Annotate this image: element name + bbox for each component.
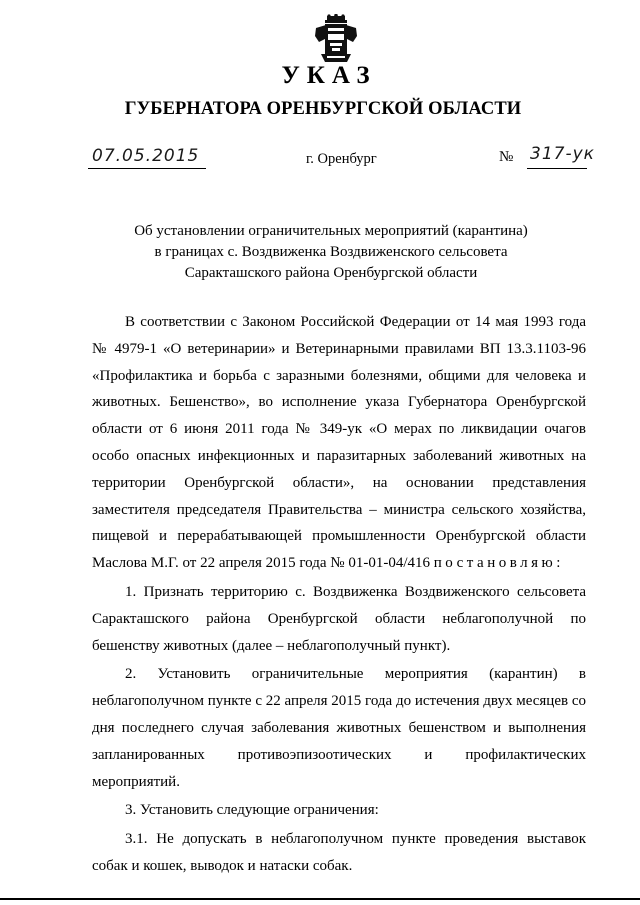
heading-line: в границах с. Воздвиженка Воздвиженского сельсовета xyxy=(154,244,508,260)
document-heading xyxy=(0,221,640,284)
preamble-text: В соответствии с Законом Российской Федерации от 14 мая 1993 года № 4979-1 «О ветеринарии» и Ветеринарными правилами ВП 13.3.1103-96 «Профилактика и борьба с заразными болезнями, общими для человека и животных. Бешенство», во исполнение указа Губернатора Оренбургской области от 6 июня 2011 года № 349-ук «О мерах по ликвидации очагов особо опасных инфекционных и паразитарных заболеваний животных на территории Оренбургской области», на основании представления заместителя председателя Правительства – министра сельского хозяйства, пищевой и перерабатывающей промышленности Оренбургской области Маслова М.Г. от 22 апреля 2015 года № 01-01-04/416 xyxy=(92,314,586,572)
heading-line: Саракташского района Оренбургской области xyxy=(184,265,478,281)
item-3: 3. Установить следующие ограничения: xyxy=(125,802,379,819)
document-date: 07.05.2015 xyxy=(92,146,200,166)
item-2: 2. Установить ограничительные мероприятия (карантин) в неблагополучном пункте с 22 апреля 2015 года до истечения двух месяцев со дня последнего случая заболевания животных бешенством и выполнения запланированных противоэпизоотических и профилактических мероприятий. xyxy=(92,666,586,790)
document-number: 317-ук xyxy=(530,144,595,164)
document-city: г. Оренбург xyxy=(306,151,377,167)
number-sign: № xyxy=(499,149,514,165)
document-subtitle: ГУБЕРНАТОРА ОРЕНБУРГСКОЙ ОБЛАСТИ xyxy=(124,99,522,119)
heading-line: Об установлении ограничительных мероприятий (карантина) xyxy=(134,223,528,239)
decree-word: постановляю: xyxy=(433,555,564,572)
item-1: 1. Признать территорию с. Воздвиженка Воздвиженского сельсовета Саракташского района Оренбургской области неблагополучной по бешенству животных (далее – неблагополучный пункт). xyxy=(92,583,586,654)
date-underline xyxy=(88,168,206,169)
item-3-1: 3.1. Не допускать в неблагополучном пункте проведения выставок собак и кошек, выводок и натаски собак. xyxy=(92,831,586,874)
coat-of-arms-icon xyxy=(313,14,359,66)
document-body xyxy=(92,309,586,880)
document-meta xyxy=(0,146,640,174)
page-bottom-edge xyxy=(0,898,640,900)
preamble-paragraph xyxy=(92,309,586,577)
document-title: УКАЗ xyxy=(281,62,377,89)
number-underline xyxy=(527,168,587,169)
